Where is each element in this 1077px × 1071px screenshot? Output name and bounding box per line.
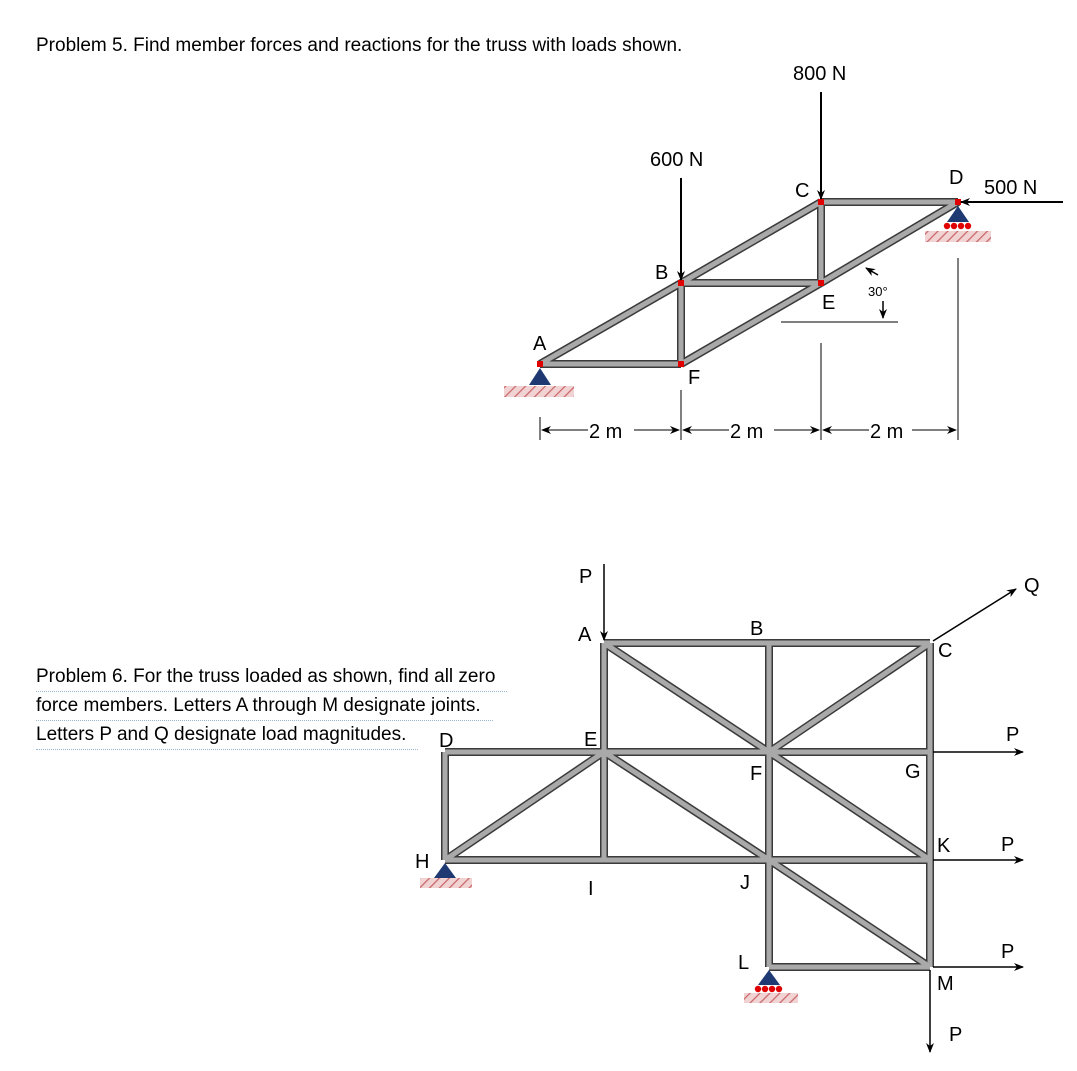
p5-dim-3: 2 m [870, 421, 904, 443]
p5-load-d-label: 500 N [984, 177, 1038, 199]
p6-joint-h: H [415, 851, 430, 873]
p6-load-m-down-label: P [949, 1024, 963, 1046]
problem6-line-3: Letters P and Q designate load magnitudes. [36, 721, 418, 750]
p5-joint-c: C [795, 180, 810, 202]
p6-joint-g: G [905, 761, 921, 783]
problem6-truss [415, 564, 1040, 1052]
p6-joint-f: F [750, 763, 763, 785]
p5-load-b-label: 600 N [650, 149, 704, 171]
problem6-line-2: force members. Letters A through M designate joints. [36, 692, 493, 721]
p5-joint-d: D [949, 167, 964, 189]
p5-joint-a: A [533, 333, 547, 355]
p5-joint-f: F [688, 367, 701, 389]
problem6-line-1: Problem 6. For the truss loaded as shown, find all zero [36, 663, 507, 692]
p6-joint-b: B [750, 618, 764, 640]
p6-joint-i: I [588, 878, 594, 900]
p5-joint-e: E [822, 292, 836, 314]
p6-load-m-right-label: P [1001, 941, 1015, 963]
p5-pin-support-a [504, 368, 574, 397]
p5-load-c-label: 800 N [793, 63, 847, 85]
p6-joint-j: J [740, 872, 750, 894]
p6-joint-c: C [938, 640, 953, 662]
p6-joint-e: E [584, 729, 598, 751]
p6-joint-m: M [937, 973, 954, 995]
p6-load-top-label: P [579, 566, 593, 588]
problem5-truss [504, 63, 1063, 443]
p6-load-k-label: P [1001, 834, 1015, 856]
p5-dim-1: 2 m [589, 421, 623, 443]
p6-joint-d: D [439, 730, 454, 752]
p5-angle-label: 30° [868, 284, 888, 299]
p6-roller-support-l [744, 970, 798, 1003]
p5-joint-b: B [655, 262, 669, 284]
problem5-title: Problem 5. Find member forces and reactions for the truss with loads shown. [36, 35, 683, 56]
p6-load-q-label: Q [1024, 575, 1040, 597]
p6-load-q-arrow [933, 589, 1016, 641]
p6-load-g-label: P [1006, 724, 1020, 746]
p6-joint-l: L [738, 952, 750, 974]
p6-joint-a: A [578, 624, 592, 646]
p5-dim-2: 2 m [730, 421, 764, 443]
p6-joint-k: K [937, 835, 951, 857]
